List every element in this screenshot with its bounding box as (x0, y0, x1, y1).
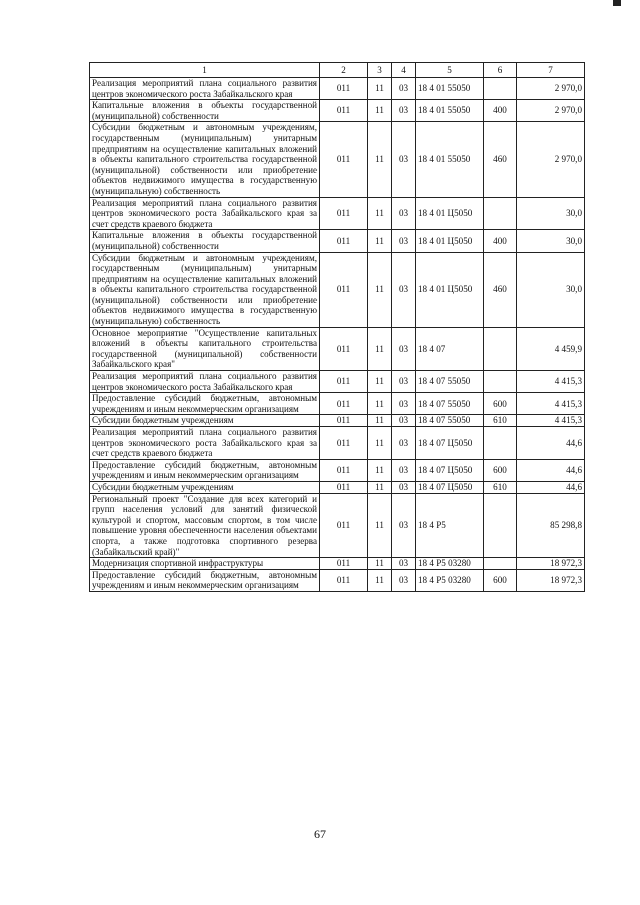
table-row (90, 371, 585, 393)
row-subsection-cell: 03 (392, 558, 416, 570)
row-section-cell: 11 (368, 393, 392, 415)
row-expense-type-cell (484, 493, 517, 558)
row-name-cell: Предоставление субсидий бюджетным, автономным учреждениям и иным некоммерческим организациям (90, 459, 320, 481)
row-subsection-cell: 03 (392, 197, 416, 230)
row-code-cell: 011 (320, 371, 368, 393)
row-target-code-cell: 18 4 P5 03280 (416, 558, 484, 570)
row-subsection-cell: 03 (392, 78, 416, 100)
row-target-code-cell: 18 4 07 55050 (416, 415, 484, 427)
row-code-cell: 011 (320, 252, 368, 327)
row-subsection-cell: 03 (392, 327, 416, 370)
row-expense-type-cell: 610 (484, 481, 517, 493)
row-section-cell: 11 (368, 327, 392, 370)
row-amount-cell: 4 415,3 (517, 415, 585, 427)
table-header-row (90, 63, 585, 78)
row-amount-cell: 30,0 (517, 230, 585, 252)
row-amount-cell: 30,0 (517, 252, 585, 327)
row-target-code-cell: 18 4 07 Ц5050 (416, 481, 484, 493)
scan-corner-mark (613, 0, 621, 6)
table-row (90, 78, 585, 100)
row-amount-cell: 2 970,0 (517, 100, 585, 122)
row-section-cell: 11 (368, 493, 392, 558)
table-row (90, 481, 585, 493)
row-subsection-cell: 03 (392, 569, 416, 591)
row-code-cell: 011 (320, 327, 368, 370)
row-target-code-cell: 18 4 07 Ц5050 (416, 427, 484, 460)
row-amount-cell: 85 298,8 (517, 493, 585, 558)
table-row (90, 327, 585, 370)
row-subsection-cell: 03 (392, 481, 416, 493)
row-section-cell: 11 (368, 415, 392, 427)
row-amount-cell: 18 972,3 (517, 569, 585, 591)
table-row (90, 415, 585, 427)
row-subsection-cell: 03 (392, 252, 416, 327)
table-row (90, 122, 585, 197)
row-subsection-cell: 03 (392, 230, 416, 252)
row-subsection-cell: 03 (392, 493, 416, 558)
row-code-cell: 011 (320, 230, 368, 252)
row-expense-type-cell (484, 558, 517, 570)
row-name-cell: Капитальные вложения в объекты государственной (муниципальной) собственности (90, 230, 320, 252)
row-subsection-cell: 03 (392, 122, 416, 197)
row-code-cell: 011 (320, 393, 368, 415)
row-target-code-cell: 18 4 07 Ц5050 (416, 459, 484, 481)
row-amount-cell: 4 415,3 (517, 393, 585, 415)
row-expense-type-cell: 610 (484, 415, 517, 427)
row-name-cell: Реализация мероприятий плана социального развития центров экономического роста Забайкальского края за счет средств краевого бюджета (90, 197, 320, 230)
row-amount-cell: 18 972,3 (517, 558, 585, 570)
row-expense-type-cell: 460 (484, 252, 517, 327)
row-name-cell: Основное мероприятие "Осуществление капитальных вложений в объекты капитального строительства государственной (муниципальной) собственности Забайкальского края" (90, 327, 320, 370)
row-code-cell: 011 (320, 481, 368, 493)
row-name-cell: Модернизация спортивной инфраструктуры (90, 558, 320, 570)
row-section-cell: 11 (368, 197, 392, 230)
row-amount-cell: 30,0 (517, 197, 585, 230)
header-col-3: 3 (368, 63, 392, 78)
row-target-code-cell: 18 4 P5 03280 (416, 569, 484, 591)
row-name-cell: Субсидии бюджетным учреждениям (90, 415, 320, 427)
row-section-cell: 11 (368, 569, 392, 591)
row-name-cell: Субсидии бюджетным и автономным учреждениям, государственным (муниципальным) унитарным предприятиям на осуществление капитальных вложений в объекты капитального строительства государственной (муниципальной) собственности или приобретение объектов недвижимого имущества в государственную (муниципальную) собственность (90, 122, 320, 197)
table-row (90, 230, 585, 252)
row-name-cell: Капитальные вложения в объекты государственной (муниципальной) собственности (90, 100, 320, 122)
row-target-code-cell: 18 4 P5 (416, 493, 484, 558)
row-expense-type-cell (484, 427, 517, 460)
row-subsection-cell: 03 (392, 371, 416, 393)
row-section-cell: 11 (368, 252, 392, 327)
row-expense-type-cell: 400 (484, 230, 517, 252)
row-subsection-cell: 03 (392, 459, 416, 481)
row-target-code-cell: 18 4 01 55050 (416, 78, 484, 100)
row-name-cell: Субсидии бюджетным и автономным учреждениям, государственным (муниципальным) унитарным предприятиям на осуществление капитальных вложений в объекты капитального строительства государственной (муниципальной) собственности или приобретение объектов недвижимого имущества в государственную (муниципальную) собственность (90, 252, 320, 327)
row-name-cell: Реализация мероприятий плана социального развития центров экономического роста Забайкальского края за счет средств краевого бюджета (90, 427, 320, 460)
row-section-cell: 11 (368, 230, 392, 252)
row-name-cell: Субсидии бюджетным учреждениям (90, 481, 320, 493)
row-target-code-cell: 18 4 07 (416, 327, 484, 370)
table-row (90, 558, 585, 570)
row-section-cell: 11 (368, 122, 392, 197)
row-code-cell: 011 (320, 122, 368, 197)
row-expense-type-cell (484, 197, 517, 230)
page-number: 67 (314, 827, 326, 841)
budget-table (89, 62, 585, 592)
row-code-cell: 011 (320, 197, 368, 230)
row-target-code-cell: 18 4 07 55050 (416, 371, 484, 393)
header-col-6: 6 (484, 63, 517, 78)
row-target-code-cell: 18 4 01 Ц5050 (416, 252, 484, 327)
table-row (90, 197, 585, 230)
row-code-cell: 011 (320, 427, 368, 460)
header-col-2: 2 (320, 63, 368, 78)
row-amount-cell: 4 415,3 (517, 371, 585, 393)
row-code-cell: 011 (320, 459, 368, 481)
row-name-cell: Региональный проект "Создание для всех категорий и групп населения условий для занятий физической культурой и спортом, массовым спортом, в том числе повышение уровня обеспеченности населения объектами спорта, а также подготовка спортивного резерва (Забайкальский край)" (90, 493, 320, 558)
row-expense-type-cell: 600 (484, 569, 517, 591)
row-amount-cell: 2 970,0 (517, 78, 585, 100)
table-row (90, 493, 585, 558)
row-section-cell: 11 (368, 100, 392, 122)
row-expense-type-cell (484, 327, 517, 370)
row-section-cell: 11 (368, 427, 392, 460)
row-target-code-cell: 18 4 01 Ц5050 (416, 197, 484, 230)
row-section-cell: 11 (368, 558, 392, 570)
row-code-cell: 011 (320, 558, 368, 570)
table-body (90, 78, 585, 592)
row-expense-type-cell: 400 (484, 100, 517, 122)
row-target-code-cell: 18 4 07 55050 (416, 393, 484, 415)
row-section-cell: 11 (368, 481, 392, 493)
row-expense-type-cell: 460 (484, 122, 517, 197)
header-col-7: 7 (517, 63, 585, 78)
header-col-4: 4 (392, 63, 416, 78)
row-expense-type-cell: 600 (484, 459, 517, 481)
row-code-cell: 011 (320, 78, 368, 100)
table-row (90, 100, 585, 122)
row-subsection-cell: 03 (392, 415, 416, 427)
row-subsection-cell: 03 (392, 427, 416, 460)
table-row (90, 252, 585, 327)
header-col-5: 5 (416, 63, 484, 78)
row-code-cell: 011 (320, 100, 368, 122)
row-amount-cell: 44,6 (517, 459, 585, 481)
row-section-cell: 11 (368, 371, 392, 393)
row-code-cell: 011 (320, 493, 368, 558)
row-amount-cell: 44,6 (517, 481, 585, 493)
row-target-code-cell: 18 4 01 55050 (416, 122, 484, 197)
row-subsection-cell: 03 (392, 100, 416, 122)
row-name-cell: Предоставление субсидий бюджетным, автономным учреждениям и иным некоммерческим организациям (90, 569, 320, 591)
row-name-cell: Реализация мероприятий плана социального развития центров экономического роста Забайкальского края (90, 371, 320, 393)
row-section-cell: 11 (368, 459, 392, 481)
row-subsection-cell: 03 (392, 393, 416, 415)
table-row (90, 569, 585, 591)
table-row (90, 393, 585, 415)
header-col-1: 1 (90, 63, 320, 78)
row-code-cell: 011 (320, 569, 368, 591)
row-expense-type-cell (484, 78, 517, 100)
row-expense-type-cell (484, 371, 517, 393)
row-section-cell: 11 (368, 78, 392, 100)
row-name-cell: Предоставление субсидий бюджетным, автономным учреждениям и иным некоммерческим организациям (90, 393, 320, 415)
row-amount-cell: 4 459,9 (517, 327, 585, 370)
row-code-cell: 011 (320, 415, 368, 427)
row-amount-cell: 2 970,0 (517, 122, 585, 197)
table-row (90, 459, 585, 481)
row-target-code-cell: 18 4 01 55050 (416, 100, 484, 122)
row-target-code-cell: 18 4 01 Ц5050 (416, 230, 484, 252)
table-row (90, 427, 585, 460)
row-expense-type-cell: 600 (484, 393, 517, 415)
row-amount-cell: 44,6 (517, 427, 585, 460)
row-name-cell: Реализация мероприятий плана социального развития центров экономического роста Забайкальского края (90, 78, 320, 100)
